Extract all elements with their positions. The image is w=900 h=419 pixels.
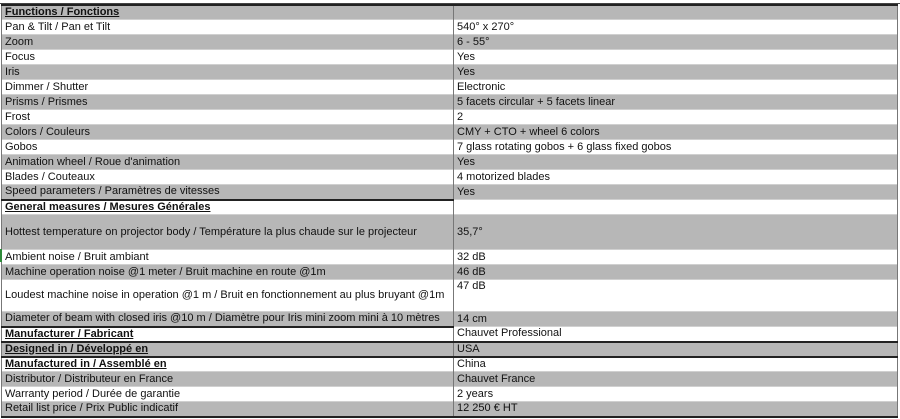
label-cell[interactable]: Pan & Tilt / Pan et Tilt <box>2 20 454 35</box>
table-row <box>2 20 898 35</box>
table-row <box>2 50 898 65</box>
label-cell[interactable]: Loudest machine noise in operation @1 m / Bruit en fonctionnement au plus bruyant @1m <box>2 280 454 312</box>
label-cell[interactable]: Machine operation noise @1 meter / Bruit machine en route @1m <box>2 265 454 280</box>
value-cell[interactable]: 46 dB <box>454 265 898 280</box>
value-cell[interactable]: 35,7° <box>454 215 898 250</box>
value-cell[interactable]: CMY + CTO + wheel 6 colors <box>454 125 898 140</box>
table-row <box>2 170 898 185</box>
section-header-cell[interactable]: Functions / Fonctions <box>2 5 454 20</box>
label-cell[interactable]: Hottest temperature on projector body / Température la plus chaude sur le projecteur <box>2 215 454 250</box>
table-row <box>2 125 898 140</box>
table-row <box>2 327 898 342</box>
spec-table <box>1 4 898 418</box>
value-cell[interactable]: Yes <box>454 65 898 80</box>
value-cell[interactable]: 14 cm <box>454 312 898 327</box>
label-cell[interactable]: Gobos <box>2 140 454 155</box>
table-row <box>2 5 898 20</box>
table-row <box>2 372 898 387</box>
table-row <box>2 140 898 155</box>
value-cell[interactable] <box>454 200 898 215</box>
label-cell[interactable]: Distributor / Distributeur en France <box>2 372 454 387</box>
value-cell[interactable]: Yes <box>454 155 898 170</box>
value-cell[interactable]: 4 motorized blades <box>454 170 898 185</box>
label-cell[interactable]: Speed parameters / Paramètres de vitesses <box>2 185 454 200</box>
value-cell[interactable]: Yes <box>454 50 898 65</box>
table-row <box>2 357 898 372</box>
label-cell[interactable]: Colors / Couleurs <box>2 125 454 140</box>
value-cell[interactable]: China <box>454 357 898 372</box>
table-row <box>2 312 898 327</box>
value-cell[interactable]: 540° x 270° <box>454 20 898 35</box>
spec-table-body <box>2 5 898 417</box>
label-cell[interactable]: Iris <box>2 65 454 80</box>
label-cell[interactable]: Focus <box>2 50 454 65</box>
value-cell[interactable]: 2 <box>454 110 898 125</box>
table-row <box>2 185 898 200</box>
table-row <box>2 35 898 50</box>
value-cell[interactable]: 47 dB <box>454 280 898 312</box>
label-cell[interactable]: Warranty period / Durée de garantie <box>2 387 454 402</box>
value-cell[interactable] <box>454 5 898 20</box>
label-cell[interactable]: Ambient noise / Bruit ambiant <box>2 250 454 265</box>
row-marker <box>0 249 2 262</box>
value-cell[interactable]: 32 dB <box>454 250 898 265</box>
label-cell[interactable]: Dimmer / Shutter <box>2 80 454 95</box>
value-cell[interactable]: Chauvet Professional <box>454 327 898 342</box>
value-cell[interactable]: 6 - 55° <box>454 35 898 50</box>
table-row <box>2 280 898 312</box>
table-row <box>2 265 898 280</box>
value-cell[interactable]: 12 250 € HT <box>454 402 898 417</box>
value-cell[interactable]: 2 years <box>454 387 898 402</box>
value-cell[interactable]: 5 facets circular + 5 facets linear <box>454 95 898 110</box>
value-cell[interactable]: Yes <box>454 185 898 200</box>
section-header-cell[interactable]: Manufactured in / Assemblé en <box>2 357 454 372</box>
label-cell[interactable]: Animation wheel / Roue d'animation <box>2 155 454 170</box>
label-cell[interactable]: Prisms / Prismes <box>2 95 454 110</box>
section-header-cell[interactable]: General measures / Mesures Générales <box>2 200 454 215</box>
value-cell[interactable]: 7 glass rotating gobos + 6 glass fixed gobos <box>454 140 898 155</box>
table-row <box>2 95 898 110</box>
table-row <box>2 200 898 215</box>
section-header-cell[interactable]: Manufacturer / Fabricant <box>2 327 454 342</box>
label-cell[interactable]: Blades / Couteaux <box>2 170 454 185</box>
value-cell[interactable]: Electronic <box>454 80 898 95</box>
value-cell[interactable]: Chauvet France <box>454 372 898 387</box>
value-cell[interactable]: USA <box>454 342 898 357</box>
label-cell[interactable]: Retail list price / Prix Public indicatif <box>2 402 454 417</box>
table-row <box>2 402 898 417</box>
table-row <box>2 110 898 125</box>
table-row <box>2 342 898 357</box>
table-row <box>2 65 898 80</box>
label-cell[interactable]: Frost <box>2 110 454 125</box>
table-row <box>2 387 898 402</box>
table-row <box>2 250 898 265</box>
section-header-cell[interactable]: Designed in / Développé en <box>2 342 454 357</box>
table-row <box>2 80 898 95</box>
label-cell[interactable]: Zoom <box>2 35 454 50</box>
table-row <box>2 215 898 250</box>
table-row <box>2 155 898 170</box>
label-cell[interactable]: Diameter of beam with closed iris @10 m / Diamètre pour Iris mini zoom mini à 10 mètres <box>2 312 454 327</box>
